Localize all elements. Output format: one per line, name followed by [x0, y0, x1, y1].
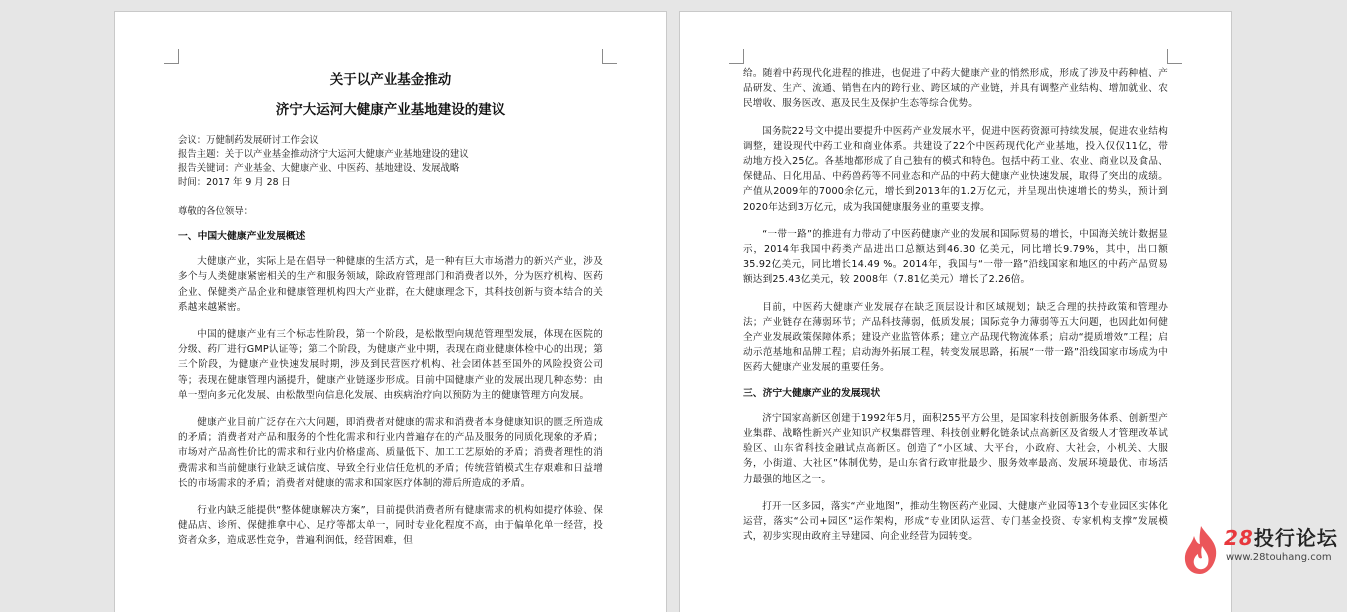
meta-line: 时间：2017 年 9 月 28 日 — [178, 177, 291, 188]
section-heading: 一、中国大健康产业发展概述 — [178, 231, 306, 242]
paragraph: 行业内缺乏能提供“整体健康解决方案”，目前提供消费者所有健康需求的机构如提疗体验、保健品店、诊所、保健推拿中心、足疗等都太单一，同时专业化程度不高，由于偏单化单一经营，投资者众多，造成恶性竞争，普遍利润低，经营困难，但 — [178, 505, 603, 547]
paragraph: 中国的健康产业有三个标志性阶段，第一个阶段，是松散型向规范管理型发展，体现在医院的分级、药厂进行GMP认证等；第二个阶段，为健康产业中期，表现在商业健康体检中心的出现；第三个阶段，为健康产业快速发展时期，涉及到民营医疗机构、社会团体甚至国外的风险投资公司等；表现在健康管理内涵提升，健康产业链逐步形成。目前中国健康产业的发展出现几种态势：由单一型向多元化发展、由松散型向信息化发展、由疾病治疗向以预防为主的健康管理方向发展。 — [178, 329, 603, 401]
margin-corner-mark — [729, 49, 744, 64]
paragraph: 打开一区多园，落实“产业地图”，推动生物医药产业园、大健康产业园等13个专业园区实体化运营，落实“公司+园区”运作架构，形成“专业团队运营、专门基金投资、专家机构支撑”发展模式，初步实现由政府主导建园、向企业经营为园转变。 — [743, 500, 1168, 543]
meta-info — [178, 134, 603, 190]
section-heading: 三、济宁大健康产业的发展现状 — [743, 387, 881, 399]
document-page-left — [115, 12, 666, 612]
paragraph: 国务院22号文中提出要提升中医药产业发展水平，促进中医药资源可持续发展，促进农业结构调整，建设现代中药工业和商业体系。共建设了22个中医药现代化产业基地，投入仅仅11亿，带动地方投入25亿。各基地都形成了自己独有的模式和特色。包括中药工业、农业、商业以及食品、保健品、日化用品、中药兽药等不同业态和产品的中药大健康产业快速发展，取得了突出的成绩。产值从2009年的7000余亿元，增长到2013年的1.2万亿元，并呈现出快速增长的势头，预计到2020年达到3万亿元，成为我国健康服务业的重要支撑。 — [743, 125, 1168, 213]
paragraph: “一带一路”的推进有力带动了中医药健康产业的发展和国际贸易的增长，中国海关统计数据显示，2014年我国中药类产品进出口总额达到46.30 亿美元，同比增长9.79%，其中，出口额35.92亿美元，同比增长14.49 %。2014年，我国与“一带一路”沿线国家和地区的中药产品贸易额达到25.43亿美元，较 2008年（7.81亿美元）增长了2.26倍。 — [743, 228, 1168, 286]
watermark-title: 28投行论坛 — [1224, 526, 1338, 550]
margin-corner-mark — [164, 49, 179, 64]
watermark-url: www.28touhang.com — [1226, 552, 1332, 563]
page-content[interactable] — [178, 66, 603, 549]
paragraph: 健康产业目前广泛存在六大问题，即消费者对健康的需求和消费者本身健康知识的匮乏所造成的矛盾；消费者对产品和服务的个性化需求和行业内普遍存在的产品及服务的同质化现象的矛盾；市场对产品高性价比的需求和行业内价格虚高、质量低下、加工工艺原始的矛盾；消费者理性的消费需求和当前健康行业缺乏诚信度、导致全行业信任危机的矛盾；传统营销模式生存艰难和日益增长的市场需求的矛盾；消费者对健康的需求和国家医疗体制的滞后所造成的矛盾。 — [178, 417, 603, 489]
document-title-line2: 济宁大运河大健康产业基地建设的建议 — [275, 102, 506, 118]
meta-line: 会议：万健制药发展研讨工作会议 — [178, 135, 319, 146]
meta-line: 报告关键词：产业基金、大健康产业、中医药、基地建设、发展战略 — [178, 163, 460, 174]
page-content[interactable] — [743, 66, 1168, 544]
paragraph: 济宁国家高新区创建于1992年5月，面积255平方公里，是国家科技创新服务体系、创新型产业集群、战略性新兴产业知识产权集群管理、科技创业孵化链条试点高新区及省级人才管理改革试验区、山东省科技金融试点高新区。创造了“小区域、大平台，小政府、大社会，小机关、大服务，小街道、大社区”体制优势，是山东省行政审批最少、服务效率最高、发展环境最优、市场活力最强的地区之一。 — [743, 412, 1168, 485]
margin-corner-mark — [602, 49, 617, 64]
document-page-right — [680, 12, 1231, 612]
meta-line: 报告主题：关于以产业基金推动济宁大运河大健康产业基地建设的建议 — [178, 149, 469, 160]
site-watermark — [1160, 516, 1347, 582]
paragraph: 大健康产业，实际上是在倡导一种健康的生活方式，是一种有巨大市场潜力的新兴产业，涉及多个与人类健康紧密相关的生产和服务领域，除政府管理部门和消费者以外，分为医疗机构、医药企业、保健类产品企业和健康管理机构四大产业群，在大健康理念下，其科技创新与资本结合的关系越来越紧密。 — [178, 256, 603, 313]
margin-corner-mark — [1167, 49, 1182, 64]
document-title-line1: 关于以产业基金推动 — [329, 72, 452, 88]
paragraph: 目前，中医药大健康产业发展存在缺乏顶层设计和区域规划；缺乏合理的扶持政策和管理办法；产业链存在薄弱环节；产品科技薄弱，低质发展；国际竞争力薄弱等五大问题，也因此如何健全产业发展政策保障体系；建设产业监管体系；建立产品现代物流体系；启动“提质增效”工程；启动示范基地和品牌工程；启动海外拓展工程，转变发展思路，拓展“一带一路”沿线国家市场成为中医药大健康产业发展的重要任务。 — [743, 301, 1168, 374]
greeting: 尊敬的各位领导： — [178, 206, 254, 217]
paragraph: 给。随着中药现代化进程的推进，也促进了中药大健康产业的悄然形成，形成了涉及中药种植、产品研发、生产、流通、销售在内的跨行业、跨区域的产业链，并具有调整产业结构、增加就业、农民增收、服务医改、惠及民生及保护生态等综合优势。 — [743, 68, 1168, 110]
flame-logo-icon — [1180, 524, 1222, 576]
